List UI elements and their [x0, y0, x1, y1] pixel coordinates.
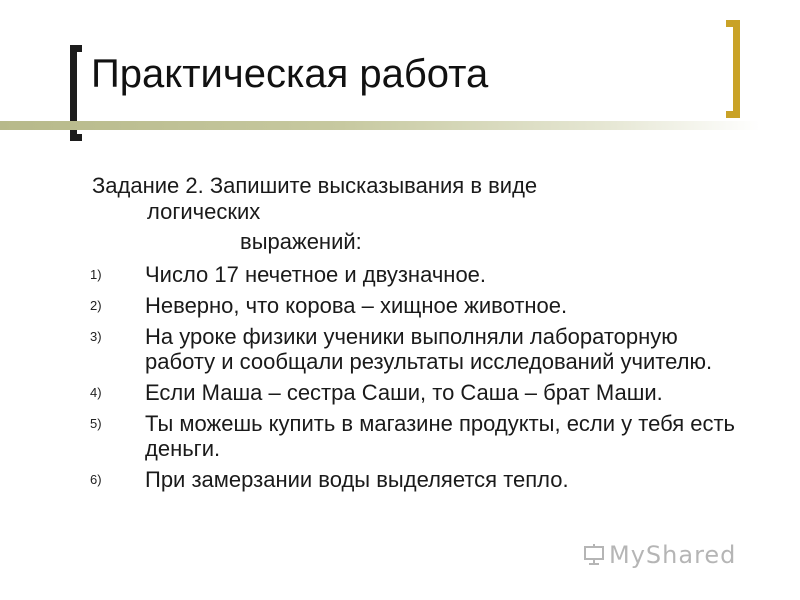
- task-item-list: [90, 262, 750, 498]
- title-underline-rule: [0, 121, 760, 130]
- item-text: Если Маша – сестра Саши, то Саша – брат Маши.: [145, 380, 663, 405]
- item-text: Ты можешь купить в магазине продукты, если у тебя есть деньги.: [145, 411, 736, 461]
- item-text: Число 17 нечетное и двузначное.: [145, 262, 487, 287]
- item-number: 5): [90, 416, 102, 431]
- item-text: При замерзании воды выделяется тепло.: [145, 467, 569, 492]
- right-bracket-decoration: [726, 20, 740, 118]
- item-number: 6): [90, 472, 102, 487]
- task-heading: [92, 173, 652, 255]
- item-number: 3): [90, 329, 102, 344]
- watermark: [583, 541, 736, 569]
- task-heading-line-3: выражений:: [240, 229, 362, 254]
- list-item: [90, 262, 750, 287]
- presentation-board-icon: [583, 544, 605, 566]
- item-number: 4): [90, 385, 102, 400]
- list-item: [90, 467, 750, 492]
- list-item: [90, 380, 750, 405]
- list-item: [90, 324, 750, 374]
- item-text: На уроке физики ученики выполняли лабораторную работу и сообщали результаты исследований учителю.: [145, 324, 713, 374]
- item-text: Неверно, что корова – хищное животное.: [145, 293, 568, 318]
- task-heading-line-2: логических: [147, 199, 261, 224]
- list-item: [90, 293, 750, 318]
- item-number: 2): [90, 298, 102, 313]
- list-item: [90, 411, 750, 461]
- task-heading-line-1: Задание 2. Запишите высказывания в виде: [92, 173, 538, 198]
- item-number: 1): [90, 267, 102, 282]
- slide-title: Практическая работа: [91, 52, 489, 96]
- watermark-text: MyShared: [609, 541, 737, 569]
